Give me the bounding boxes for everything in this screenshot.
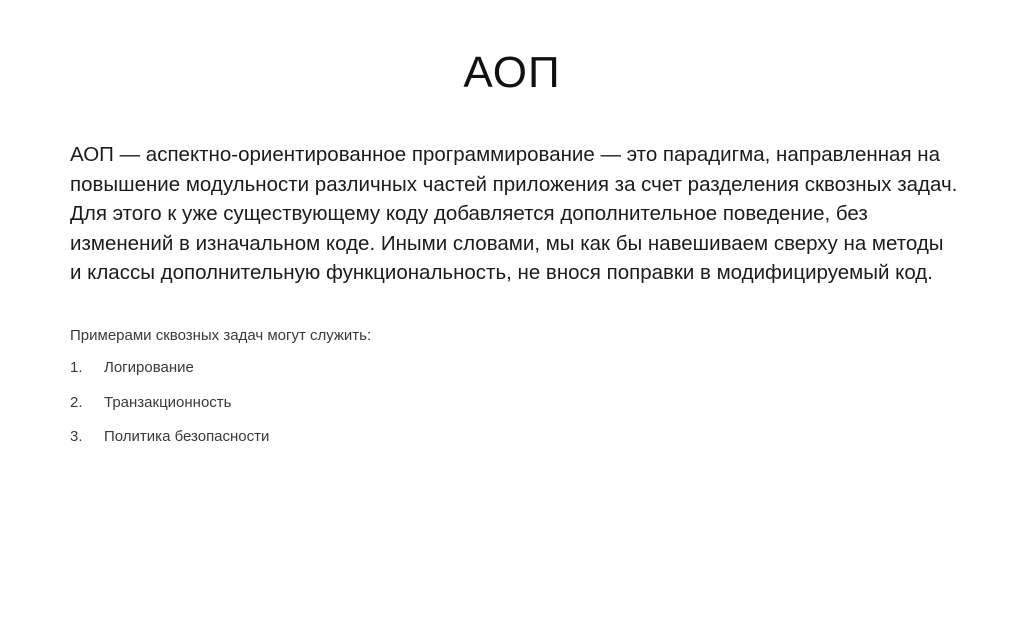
list-item	[70, 426, 269, 461]
list-item-number: 1.	[70, 359, 83, 376]
list-item	[70, 357, 269, 392]
list-item-label: Политика безопасности	[104, 428, 270, 445]
list-item-number: 2.	[70, 393, 83, 411]
list-item	[70, 392, 269, 427]
examples-intro: Примерами сквозных задач могут служить:	[70, 327, 372, 344]
list-item-label: Транзакционность	[104, 393, 232, 411]
list-item-number: 3.	[70, 428, 83, 445]
definition-paragraph: АОП — аспектно-ориентированное программирование — это парадигма, направленная на повышение модульности различных частей приложения за счет разделения сквозных задач. Для этого к уже существующему коду добавляется дополнительное поведение, без изменений в изначальном коде. Иными словами, мы как бы навешиваем сверху на методы и классы дополнительную функциональность, не внося поправки в модифицируемый код.	[70, 143, 958, 284]
examples-list	[70, 357, 269, 461]
slide-title: АОП	[463, 48, 561, 97]
list-item-label: Логирование	[104, 359, 194, 376]
